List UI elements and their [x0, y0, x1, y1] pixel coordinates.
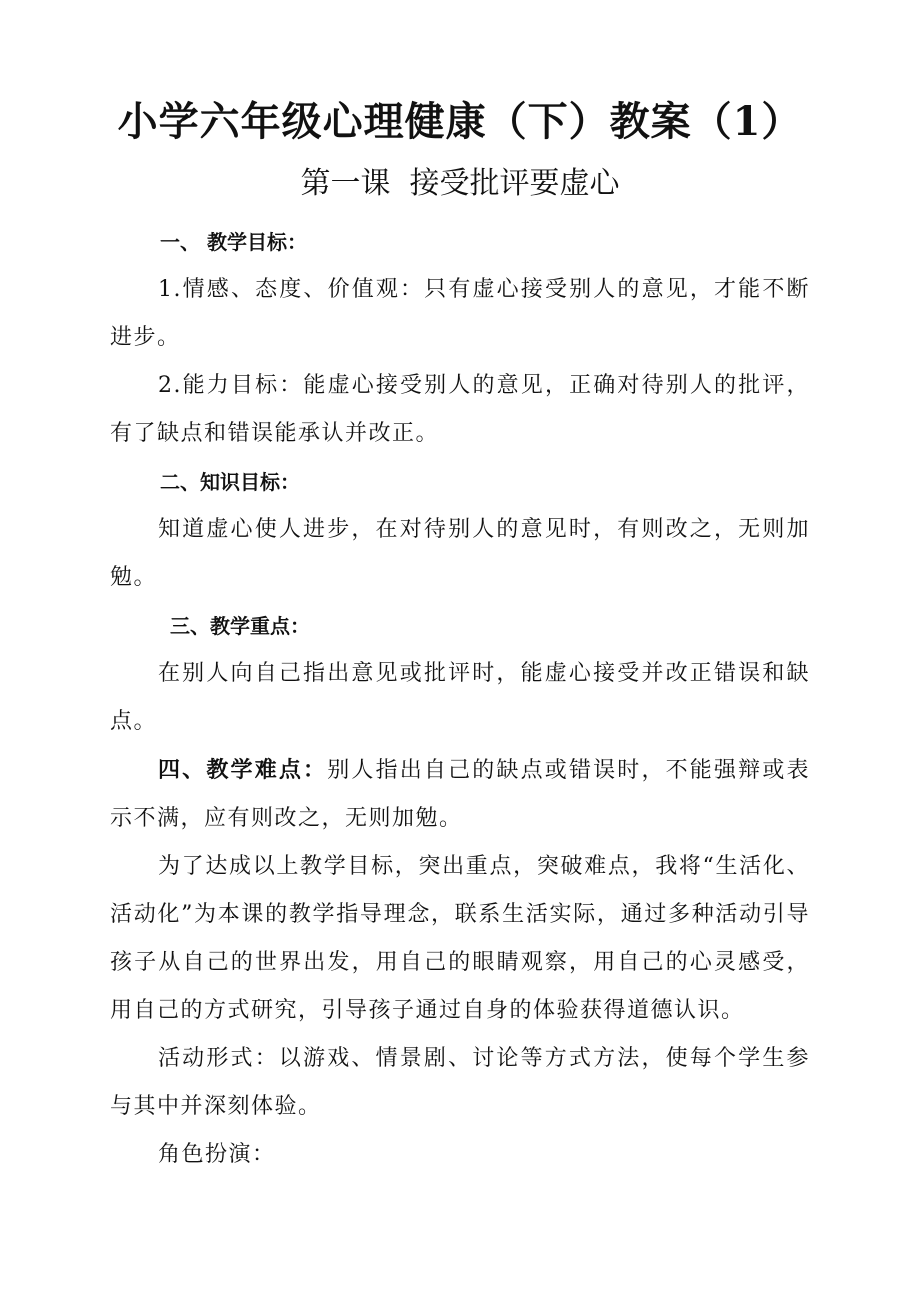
- key-points-paragraph: 在别人向自己指出意见或批评时，能虚心接受并改正错误和缺点。: [110, 661, 810, 734]
- teaching-concept-paragraph: 为了达成以上教学目标，突出重点，突破难点，我将“生活化、活动化”为本课的教学指导理念，联系生活实际，通过多种活动引导孩子从自己的世界出发，用自己的眼睛观察，用自己的心灵感受，用自己的方式研究，引导孩子通过自身的体验获得道德认识。: [110, 854, 810, 1023]
- goal-ability-paragraph: 2.能力目标：能虚心接受别人的意见，正确对待别人的批评，有了缺点和错误能承认并改正。: [110, 373, 810, 446]
- section-heading-teaching-goals: 一、 教学目标：: [160, 230, 307, 254]
- document-title: 小学六年级心理健康（下）教案（1）: [117, 98, 803, 145]
- role-play-paragraph: 角色扮演：: [158, 1142, 276, 1167]
- document-page: [110, 92, 810, 1179]
- activity-form-paragraph: 活动形式：以游戏、情景剧、讨论等方式方法，使每个学生参与其中并深刻体验。: [110, 1046, 810, 1119]
- section-heading-difficulties: 四、教学难点：: [158, 757, 328, 783]
- knowledge-goals-paragraph: 知道虚心使人进步，在对待别人的意见时，有则改之，无则加勉。: [110, 517, 810, 590]
- difficulties-text: 别人指出自己的缺点或错误时，不能强辩或表示不满，应有则改之，无则加勉。: [110, 758, 810, 831]
- section-heading-key-points: 三、教学重点：: [170, 614, 310, 638]
- lesson-subtitle: 第一课 接受批评要虚心: [300, 166, 620, 201]
- section-heading-knowledge-goals: 二、知识目标：: [160, 470, 300, 494]
- goal-emotion-paragraph: 1.情感、态度、价值观：只有虚心接受别人的意见，才能不断进步。: [110, 277, 810, 350]
- difficulties-paragraph: [110, 746, 810, 843]
